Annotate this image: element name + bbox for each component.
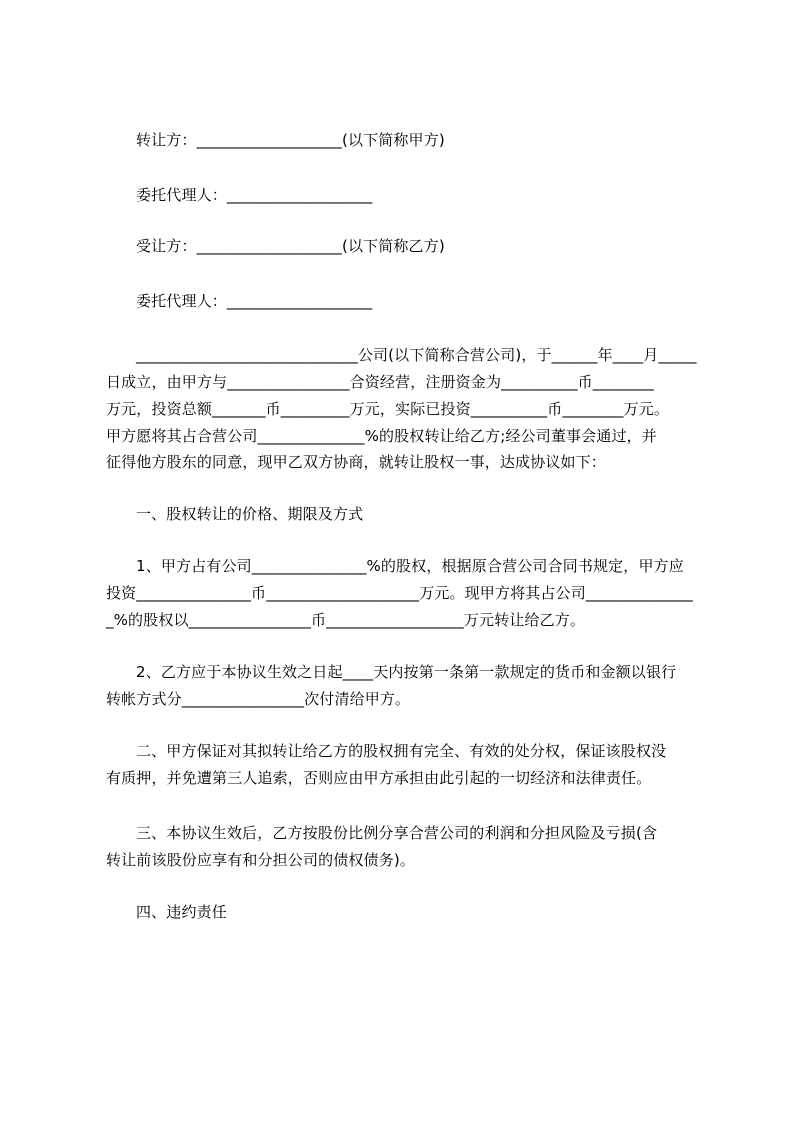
- clause-1-line-2: 投资_______________币____________________万元。现甲方将其占公司______________: [106, 584, 693, 602]
- clause-2-line-2: 转帐方式分________________次付清给甲方。: [106, 690, 411, 708]
- section-2-line-2: 有质押，并免遭第三人追索，否则应由甲方承担由此引起的一切经济和法律责任。: [106, 769, 652, 787]
- clause-2-line-1: 2、乙方应于本协议生效之日起____天内按第一条第一款规定的货币和金额以银行: [136, 663, 677, 681]
- section-4-heading: 四、违约责任: [136, 903, 227, 921]
- section-3-line-1: 三、本协议生效后，乙方按股份比例分享合营公司的利润和分担风险及亏损(含: [136, 824, 658, 842]
- section-1-heading: 一、股权转让的价格、期限及方式: [136, 505, 364, 523]
- preamble-line-2: 日成立，由甲方与________________合资经营，注册资金为__________币________: [106, 373, 654, 391]
- transferor-agent-line: 委托代理人：___________________: [136, 186, 373, 204]
- clause-1-line-3: _%的股权以________________币__________________万元转让给乙方。: [106, 611, 586, 629]
- transferee-agent-line: 委托代理人：___________________: [136, 292, 373, 310]
- preamble-line-1: _____________________________公司(以下简称合营公司)，于______年____月_____: [136, 346, 697, 364]
- preamble-line-3: 万元，投资总额_______币_________万元，实际已投资__________币________万元。: [106, 400, 670, 418]
- preamble-line-5: 征得他方股东的同意，现甲乙双方协商，就转让股权一事，达成协议如下：: [106, 453, 606, 471]
- section-3-line-2: 转让前该股份应享有和分担公司的债权债务)。: [106, 851, 416, 869]
- transferee-line: 受让方：___________________(以下简称乙方): [136, 237, 445, 255]
- preamble-line-4: 甲方愿将其占合营公司______________%的股权转让给乙方;经公司董事会通过，并: [106, 427, 657, 445]
- clause-1-line-1: 1、甲方占有公司_______________%的股权，根据原合营公司合同书规定，甲方应: [136, 557, 684, 575]
- transferor-line: 转让方：___________________(以下简称甲方): [136, 131, 445, 149]
- section-2-line-1: 二、甲方保证对其拟转让给乙方的股权拥有完全、有效的处分权，保证该股权没: [136, 742, 667, 760]
